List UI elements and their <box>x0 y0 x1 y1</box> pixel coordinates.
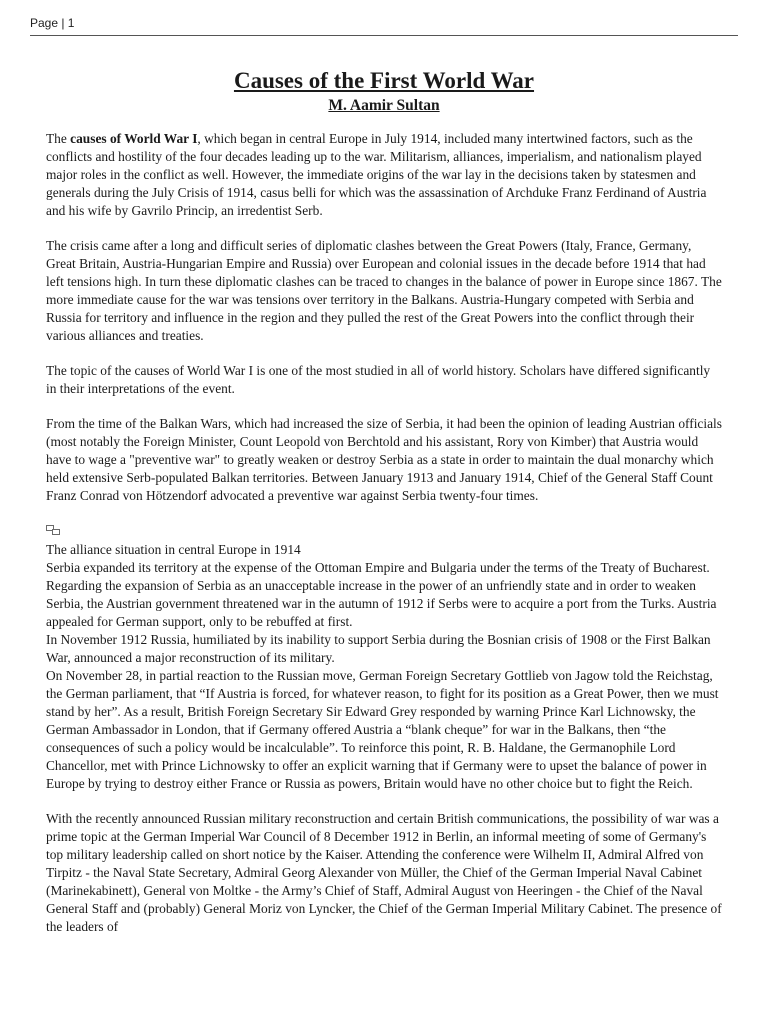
image-placeholder-icon <box>46 525 60 535</box>
document-body <box>46 68 722 936</box>
intro-rest: , which began in central Europe in July 1914, included many intertwined factors, such as the conflicts and hostility of the four decades leading up to the war. Militarism, alliances, imperialism, and nationalism played major roles in the conflict as well. However, the immediate origins of the war lay in the decisions taken by statesmen and generals during the July Crisis of 1914, casus belli for which was the assassination of Archduke Franz Ferdinand of Austria and his wife by Gavrilo Princip, an irredentist Serb. <box>46 131 707 218</box>
paragraph-war-council: With the recently announced Russian military reconstruction and certain British communications, the possibility of war was a prime topic at the German Imperial War Council of 8 December 1912 in Berlin, an informal meeting of some of Germany's top military leadership called on short notice by the Kaiser. Attending the conference were Wilhelm II, Admiral Alfred von Tirpitz - the Naval State Secretary, Admiral Georg Alexander von Müller, the Chief of the German Imperial Naval Cabinet (Marinekabinett), General von Moltke - the Army’s Chief of Staff, Admiral August von Heeringen - the Chief of the Naval General Staff and (probably) General Moriz von Lyncker, the Chief of the German Imperial Military Cabinet. The presence of the leaders of <box>46 811 722 934</box>
paragraph-russia-reconstruction: In November 1912 Russia, humiliated by its inability to support Serbia during the Bosnian crisis of 1908 or the First Balkan War, announced a major reconstruction of its military. <box>46 632 711 665</box>
intro-bold-term: causes of World War I <box>70 131 198 146</box>
document-title: Causes of the First World War <box>233 68 535 93</box>
page-header <box>30 16 738 36</box>
paragraph-balkan-wars: From the time of the Balkan Wars, which had increased the size of Serbia, it had been the opinion of leading Austrian officials (most notably the Foreign Minister, Count Leopold von Berchtold and his assistant, Rory von Kimber) that Austria would have to wage a "preventive war" to greatly weaken or destroy Serbia as a state in order to maintain the dual monarchy which held extensive Serb-populated Balkan territories. Between January 1913 and January 1914, Chief of the General Staff Count Franz Conrad von Hötzendorf advocated a preventive war against Serbia twenty-four times. <box>46 416 722 503</box>
paragraph-serbia-expansion: Serbia expanded its territory at the expense of the Ottoman Empire and Bulgaria under the terms of the Treaty of Bucharest. Regarding the expansion of Serbia as an unacceptable increase in the power of an unfriendly state and in order to weaken Serbia, the Austrian government threatened war in the autumn of 1912 if Serbs were to acquire a port from the Turks. Austria appealed for German support, only to be rebuffed at first. <box>46 560 717 629</box>
page-number-label: Page | 1 <box>30 16 75 30</box>
image-placeholder <box>46 519 722 541</box>
paragraph-topic: The topic of the causes of World War I is one of the most studied in all of world history. Scholars have differed significantly in their interpretations of the event. <box>46 363 711 396</box>
intro-lead: The <box>46 131 71 146</box>
paragraph-november-28: On November 28, in partial reaction to the Russian move, German Foreign Secretary Gottlieb von Jagow told the Reichstag, the German parliament, that “If Austria is forced, for whatever reason, to fight for its position as a Great Power, then we must stand by her”. As a result, British Foreign Secretary Sir Edward Grey responded by warning Prince Karl Lichnowsky, the German Ambassador in London, that if Germany offered Austria a “blank cheque” for war in the Balkans, then “the consequences of such a policy would be incalculable”. To reinforce this point, R. B. Haldane, the Germanophile Lord Chancellor, met with Prince Lichnowsky to offer an explicit warning that if Germany were to upset the balance of power in Europe by trying to destroy either France or Russia as powers, Britain would have no other choice but to fight the Reich. <box>46 668 719 791</box>
paragraph-crisis: The crisis came after a long and difficult series of diplomatic clashes between the Great Powers (Italy, France, Germany, Great Britain, Austria-Hungarian Empire and Russia) over European and colonial issues in the decade before 1914 that had left tensions high. In turn these diplomatic clashes can be traced to changes in the balance of power in Europe since 1867. The more immediate cause for the war was tensions over territory in the Balkans. Austria-Hungary competed with Serbia and Russia for territory and influence in the region and they pulled the rest of the Great Powers into the conflict through their various alliances and treaties. <box>46 238 722 343</box>
image-caption: The alliance situation in central Europe in 1914 <box>46 542 301 557</box>
paragraph-intro <box>46 130 722 220</box>
document-author: M. Aamir Sultan <box>328 97 440 114</box>
